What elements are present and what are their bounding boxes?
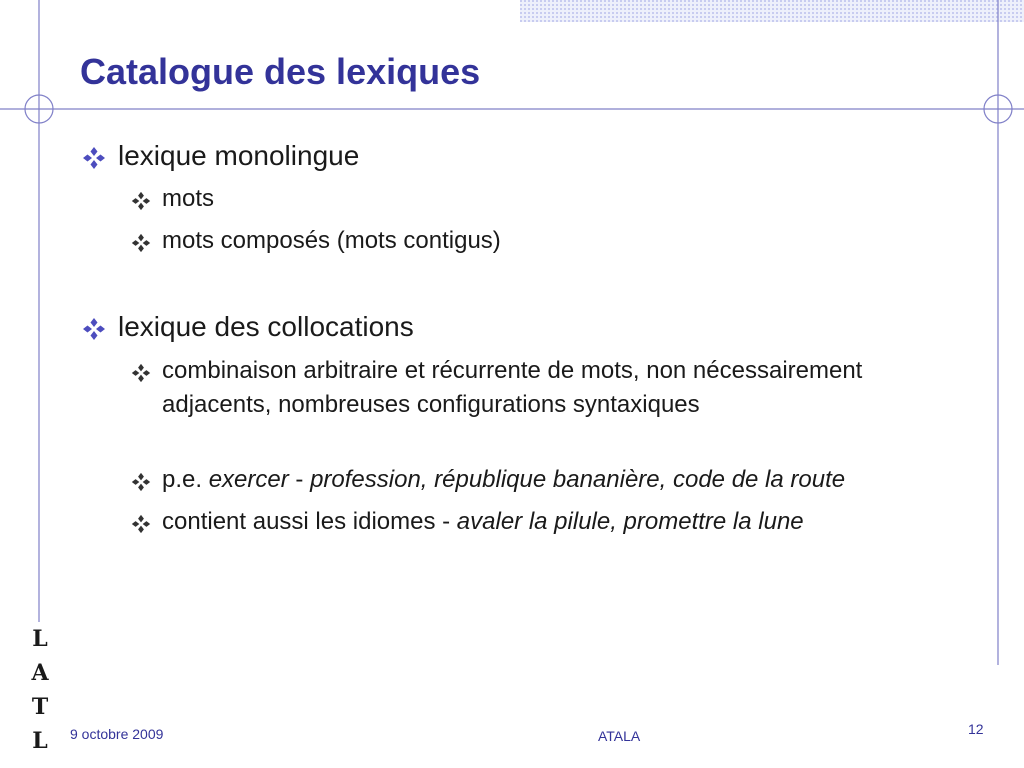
footer-center-text: ATALA bbox=[598, 728, 641, 744]
text-italic: profession, république bananière, code de la route bbox=[310, 466, 846, 493]
page-number: 12 bbox=[968, 721, 984, 737]
text-italic: avaler la pilule, promettre la lune bbox=[456, 508, 804, 535]
sub-bullet-text: mots composés (mots contigus) bbox=[162, 227, 501, 254]
diamond-cluster-icon bbox=[131, 224, 162, 263]
sub-bullet-text bbox=[162, 463, 1002, 497]
bullet-text: lexique monolingue bbox=[118, 140, 360, 171]
text-italic: exercer bbox=[208, 466, 289, 493]
sub-bullet-idiomes bbox=[131, 505, 1002, 544]
diamond-cluster-icon bbox=[131, 182, 162, 221]
sub-bullet-mots bbox=[131, 182, 1002, 221]
diamond-cluster-icon bbox=[131, 505, 162, 544]
logo-letter: T bbox=[31, 694, 49, 720]
text-prefix: contient aussi les idiomes - bbox=[162, 508, 457, 535]
bullet-lexique-monolingue bbox=[82, 139, 359, 178]
sub-bullet-combinaison bbox=[131, 354, 882, 422]
sub-bullet-mots-composes bbox=[131, 224, 1002, 263]
diamond-cluster-icon bbox=[131, 463, 162, 502]
sub-bullet-exemple bbox=[131, 463, 1002, 502]
text-prefix: p.e. bbox=[162, 466, 209, 493]
footer-date: 9 octobre 2009 bbox=[70, 726, 164, 742]
logo-letter: L bbox=[32, 728, 48, 754]
bullet-lexique-collocations bbox=[82, 310, 414, 349]
sub-bullet-text: mots bbox=[162, 185, 215, 212]
text-separator: - bbox=[288, 466, 311, 493]
diamond-cluster-icon bbox=[82, 139, 118, 178]
logo-letter: A bbox=[31, 660, 49, 686]
logo-letter: L bbox=[32, 626, 48, 652]
bullet-text: lexique des collocations bbox=[118, 311, 414, 342]
diamond-cluster-icon bbox=[131, 354, 162, 393]
sub-bullet-text: combinaison arbitraire et récurrente de mots, non nécessairement adjacents, nombreuses configurations syntaxiques bbox=[162, 357, 863, 418]
sub-bullet-text bbox=[162, 505, 1002, 539]
latl-logo bbox=[26, 622, 54, 758]
slide-title: Catalogue des lexiques bbox=[80, 51, 481, 92]
diamond-cluster-icon bbox=[82, 310, 118, 349]
